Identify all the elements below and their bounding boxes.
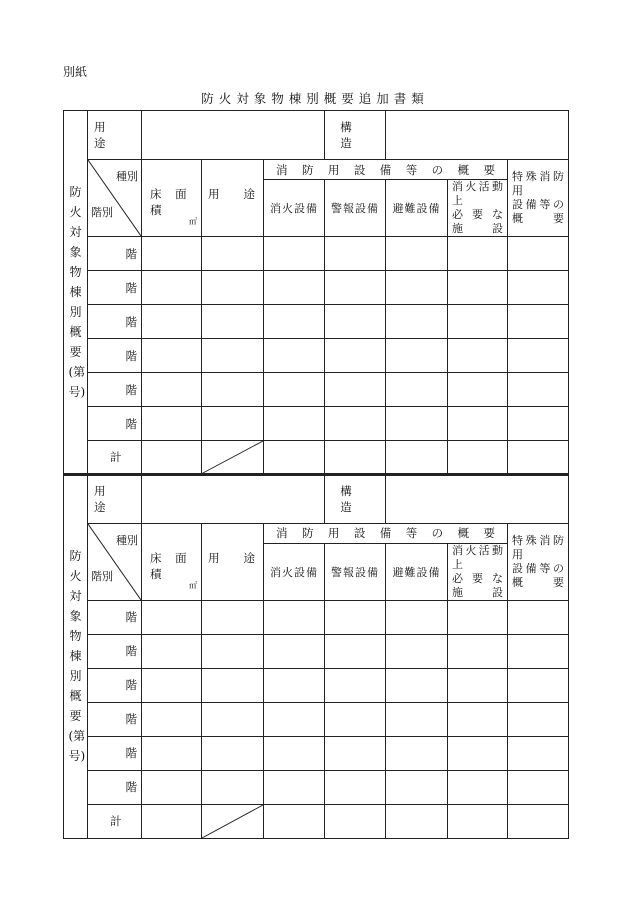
table-cell[interactable] xyxy=(448,271,508,305)
table-cell[interactable] xyxy=(142,634,202,668)
table-cell[interactable] xyxy=(264,237,325,271)
table-cell[interactable] xyxy=(508,770,569,804)
floor-row-label: 階 xyxy=(88,305,142,339)
firefighting-header: 消火活動上 必要な 施設 xyxy=(448,543,508,600)
attachment-label: 別紙 xyxy=(63,65,88,79)
table-cell[interactable] xyxy=(508,237,569,271)
table-cell[interactable] xyxy=(202,305,264,339)
use-input[interactable] xyxy=(142,111,325,160)
building-summary-table-1 xyxy=(63,110,569,476)
alarm-header: 警報設備 xyxy=(325,543,386,600)
equipment-group-header: 消防用設備等の概要 xyxy=(264,160,508,180)
floor-row-label: 階 xyxy=(88,339,142,373)
table-cell[interactable] xyxy=(508,339,569,373)
table-cell[interactable] xyxy=(508,305,569,339)
total-label: 計 xyxy=(88,804,142,838)
table-cell[interactable] xyxy=(386,804,448,838)
table-cell[interactable] xyxy=(264,668,325,702)
table-cell[interactable] xyxy=(386,407,448,441)
table-cell[interactable] xyxy=(386,770,448,804)
type-floor-header xyxy=(88,160,142,237)
floor-row xyxy=(64,736,569,770)
use-label: 用 途 xyxy=(88,111,142,160)
table-cell[interactable] xyxy=(264,305,325,339)
table-cell[interactable] xyxy=(142,339,202,373)
table-cell[interactable] xyxy=(448,305,508,339)
floor-row xyxy=(64,770,569,804)
floor-label: 階別 xyxy=(91,206,113,219)
usage-header: 用 途 xyxy=(202,523,264,600)
extinguishing-header: 消火設備 xyxy=(264,543,325,600)
table-cell[interactable] xyxy=(142,804,202,838)
table-cell[interactable] xyxy=(142,271,202,305)
table-cell[interactable] xyxy=(448,702,508,736)
table-cell[interactable] xyxy=(508,407,569,441)
table-cell[interactable] xyxy=(202,407,264,441)
table-cell[interactable] xyxy=(202,668,264,702)
side-label: 防火対象物棟別概要(第 号) xyxy=(64,111,88,475)
table-cell[interactable] xyxy=(508,441,569,475)
table-cell[interactable] xyxy=(264,736,325,770)
total-row xyxy=(64,441,569,475)
table-cell[interactable] xyxy=(325,702,386,736)
table-cell[interactable] xyxy=(386,305,448,339)
table-cell[interactable] xyxy=(448,407,508,441)
floor-row xyxy=(64,271,569,305)
alarm-header: 警報設備 xyxy=(325,180,386,237)
table-cell[interactable] xyxy=(386,634,448,668)
table-cell[interactable] xyxy=(386,373,448,407)
table-cell[interactable] xyxy=(264,702,325,736)
floor-row-label: 階 xyxy=(88,407,142,441)
usage-header: 用 途 xyxy=(202,160,264,237)
table-cell[interactable] xyxy=(202,271,264,305)
slashed-cell xyxy=(202,441,264,475)
table-cell[interactable] xyxy=(448,237,508,271)
table-cell[interactable] xyxy=(325,271,386,305)
table-cell[interactable] xyxy=(264,634,325,668)
table-cell[interactable] xyxy=(448,441,508,475)
table-cell[interactable] xyxy=(325,237,386,271)
table-cell[interactable] xyxy=(264,804,325,838)
table-cell[interactable] xyxy=(142,736,202,770)
evacuation-header: 避難設備 xyxy=(386,543,448,600)
floor-row xyxy=(64,702,569,736)
equipment-group-header: 消防用設備等の概要 xyxy=(264,523,508,543)
table-cell[interactable] xyxy=(325,770,386,804)
floor-row xyxy=(64,373,569,407)
table-cell[interactable] xyxy=(386,702,448,736)
floor-row xyxy=(64,407,569,441)
structure-label: 構 造 xyxy=(325,474,386,523)
table-cell[interactable] xyxy=(142,407,202,441)
table-cell[interactable] xyxy=(448,668,508,702)
table-cell[interactable] xyxy=(325,373,386,407)
evacuation-header: 避難設備 xyxy=(386,180,448,237)
floor-row xyxy=(64,305,569,339)
table-cell[interactable] xyxy=(264,600,325,634)
table-cell[interactable] xyxy=(508,736,569,770)
table-cell[interactable] xyxy=(448,770,508,804)
table-cell[interactable] xyxy=(142,600,202,634)
total-label: 計 xyxy=(88,441,142,475)
table-cell[interactable] xyxy=(508,634,569,668)
table-cell[interactable] xyxy=(202,237,264,271)
floor-row-label: 階 xyxy=(88,668,142,702)
table-cell[interactable] xyxy=(386,668,448,702)
floor-row-label: 階 xyxy=(88,271,142,305)
use-label: 用 途 xyxy=(88,474,142,523)
table-cell[interactable] xyxy=(508,668,569,702)
table-cell[interactable] xyxy=(264,407,325,441)
building-summary-table-2 xyxy=(63,473,569,839)
slashed-cell xyxy=(202,804,264,838)
special-equipment-header: 特殊消防用 設備等の 概要 xyxy=(508,160,569,237)
type-label: 種別 xyxy=(116,170,138,183)
table-cell[interactable] xyxy=(142,373,202,407)
floor-row-label: 階 xyxy=(88,237,142,271)
table-cell[interactable] xyxy=(264,271,325,305)
table-cell[interactable] xyxy=(142,702,202,736)
floor-row-label: 階 xyxy=(88,634,142,668)
structure-input[interactable] xyxy=(386,474,569,523)
table-cell[interactable] xyxy=(508,373,569,407)
floor-row xyxy=(64,600,569,634)
table-cell[interactable] xyxy=(325,600,386,634)
table-cell[interactable] xyxy=(142,305,202,339)
floor-area-unit: ㎡ xyxy=(189,580,197,590)
document-title: 防火対象物棟別概要追加書類 xyxy=(201,91,429,106)
table-cell[interactable] xyxy=(448,600,508,634)
floor-area-header: 床 面 積 ㎡ xyxy=(142,523,202,600)
floor-row xyxy=(64,339,569,373)
total-row xyxy=(64,804,569,838)
table-cell[interactable] xyxy=(202,339,264,373)
table-cell[interactable] xyxy=(142,668,202,702)
table-cell[interactable] xyxy=(448,736,508,770)
table-cell[interactable] xyxy=(386,600,448,634)
table-cell[interactable] xyxy=(325,736,386,770)
floor-row-label: 階 xyxy=(88,736,142,770)
table-cell[interactable] xyxy=(325,668,386,702)
table-cell[interactable] xyxy=(202,736,264,770)
special-equipment-header: 特殊消防用 設備等の 概要 xyxy=(508,523,569,600)
type-floor-header xyxy=(88,523,142,600)
table-cell[interactable] xyxy=(386,736,448,770)
table-cell[interactable] xyxy=(508,804,569,838)
table-cell[interactable] xyxy=(386,271,448,305)
floor-row xyxy=(64,668,569,702)
floor-row xyxy=(64,237,569,271)
type-label: 種別 xyxy=(116,533,138,547)
floor-area-unit: ㎡ xyxy=(189,217,197,226)
side-label: 防火対象物棟別概要(第 号) xyxy=(64,474,88,838)
floor-row-label: 階 xyxy=(88,770,142,804)
table-cell[interactable] xyxy=(325,407,386,441)
table-cell[interactable] xyxy=(508,271,569,305)
table-cell[interactable] xyxy=(325,634,386,668)
table-cell[interactable] xyxy=(386,339,448,373)
firefighting-header: 消火活動上 必要な 施設 xyxy=(448,180,508,237)
structure-label: 構 造 xyxy=(325,111,386,160)
floor-label: 階別 xyxy=(91,569,113,583)
table-cell[interactable] xyxy=(448,373,508,407)
table-cell[interactable] xyxy=(202,702,264,736)
table-cell[interactable] xyxy=(386,441,448,475)
table-cell[interactable] xyxy=(264,770,325,804)
floor-row xyxy=(64,634,569,668)
table-cell[interactable] xyxy=(264,441,325,475)
table-cell[interactable] xyxy=(325,339,386,373)
table-cell[interactable] xyxy=(142,441,202,475)
table-cell[interactable] xyxy=(264,339,325,373)
floor-area-header: 床 面 積 ㎡ xyxy=(142,160,202,237)
structure-input[interactable] xyxy=(386,111,569,160)
table-cell[interactable] xyxy=(448,804,508,838)
table-cell[interactable] xyxy=(448,634,508,668)
table-cell[interactable] xyxy=(142,237,202,271)
table-cell[interactable] xyxy=(202,634,264,668)
table-cell[interactable] xyxy=(325,305,386,339)
use-input[interactable] xyxy=(142,474,325,523)
floor-row-label: 階 xyxy=(88,600,142,634)
table-cell[interactable] xyxy=(508,702,569,736)
table-cell[interactable] xyxy=(325,441,386,475)
extinguishing-header: 消火設備 xyxy=(264,180,325,237)
floor-row-label: 階 xyxy=(88,702,142,736)
table-cell[interactable] xyxy=(142,770,202,804)
table-cell[interactable] xyxy=(325,804,386,838)
table-cell[interactable] xyxy=(508,600,569,634)
table-cell[interactable] xyxy=(202,600,264,634)
table-cell[interactable] xyxy=(202,373,264,407)
floor-row-label: 階 xyxy=(88,373,142,407)
table-cell[interactable] xyxy=(264,373,325,407)
table-cell[interactable] xyxy=(448,339,508,373)
table-cell[interactable] xyxy=(386,237,448,271)
table-cell[interactable] xyxy=(202,770,264,804)
